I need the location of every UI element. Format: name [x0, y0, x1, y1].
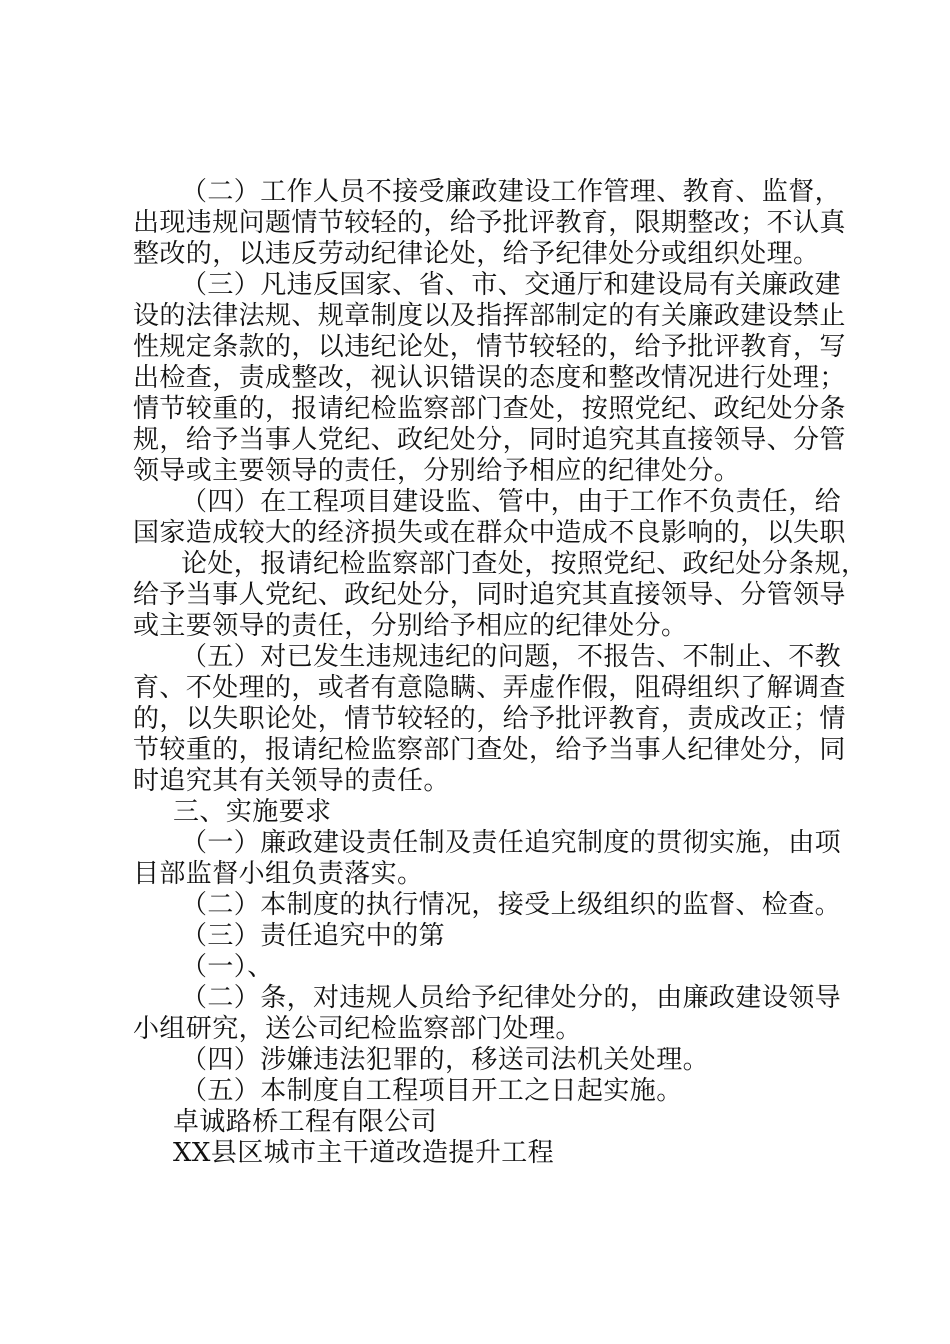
paragraph-5-line-2: 育、不处理的，或者有意隐瞒、弄虚作假，阻碍组织了解调查: [133, 673, 846, 703]
paragraph-5-line-1: （五）对已发生违规违纪的问题，不报告、不制止、不教: [181, 642, 842, 672]
requirement-1-line-2: 目部监督小组负责落实。: [133, 859, 424, 889]
requirement-3-line-1: （三）责任追究中的第: [181, 921, 446, 951]
paragraph-3-line-1: （三）凡违反国家、省、市、交通厅和建设局有关廉政建: [181, 270, 842, 300]
paragraph-4-line-1: （四）在工程项目建设监、管中，由于工作不负责任，给: [181, 487, 842, 517]
paragraph-4-line-3: 论处，报请纪检监察部门查处，按照党纪、政纪处分条规，: [181, 549, 868, 579]
paragraph-3-line-2: 设的法律法规、规章制度以及指挥部制定的有关廉政建设禁止: [133, 301, 846, 331]
section-heading: 三、实施要求: [173, 797, 332, 827]
requirement-3-line-2: （一）、: [181, 952, 274, 982]
paragraph-4-line-5: 或主要领导的责任，分别给予相应的纪律处分。: [133, 611, 688, 641]
requirement-3-line-3: （二）条，对违规人员给予纪律处分的，由廉政建设领导: [181, 983, 842, 1013]
paragraph-3-line-7: 领导或主要领导的责任，分别给予相应的纪律处分。: [133, 456, 741, 486]
paragraph-5-line-4: 节较重的，报请纪检监察部门查处，给予当事人纪律处分，同: [133, 735, 846, 765]
paragraph-3-line-5: 情节较重的，报请纪检监察部门查处，按照党纪、政纪处分条: [133, 394, 846, 424]
paragraph-5-line-5: 时追究其有关领导的责任。: [133, 766, 450, 796]
paragraph-2-line-2: 出现违规问题情节较轻的，给予批评教育，限期整改；不认真: [133, 208, 846, 238]
project-name: XX县区城市主干道改造提升工程: [173, 1138, 555, 1168]
paragraph-4-line-2: 国家造成较大的经济损失或在群众中造成不良影响的，以失职: [133, 518, 846, 548]
paragraph-3-line-4: 出检查，责成整改，视认识错误的态度和整改情况进行处理；: [133, 363, 846, 393]
company-name: 卓诚路桥工程有限公司: [173, 1107, 438, 1137]
paragraph-4-line-4: 给予当事人党纪、政纪处分，同时追究其直接领导、分管领导: [133, 580, 846, 610]
paragraph-5-line-3: 的，以失职论处，情节较轻的，给予批评教育，责成改正；情: [133, 704, 846, 734]
paragraph-2-line-1: （二）工作人员不接受廉政建设工作管理、教育、监督，: [181, 177, 842, 207]
paragraph-3-line-3: 性规定条款的，以违纪论处，情节较轻的，给予批评教育，写: [133, 332, 846, 362]
requirement-1-line-1: （一）廉政建设责任制及责任追究制度的贯彻实施，由项: [181, 828, 842, 858]
paragraph-2-line-3: 整改的，以违反劳动纪律论处，给予纪律处分或组织处理。: [133, 239, 820, 269]
paragraph-3-line-6: 规，给予当事人党纪、政纪处分，同时追究其直接领导、分管: [133, 425, 846, 455]
requirement-4: （四）涉嫌违法犯罪的，移送司法机关处理。: [181, 1045, 710, 1075]
requirement-5: （五）本制度自工程项目开工之日起实施。: [181, 1076, 683, 1106]
requirement-2: （二）本制度的执行情况，接受上级组织的监督、检查。: [181, 890, 842, 920]
requirement-3-line-4: 小组研究，送公司纪检监察部门处理。: [133, 1014, 582, 1044]
